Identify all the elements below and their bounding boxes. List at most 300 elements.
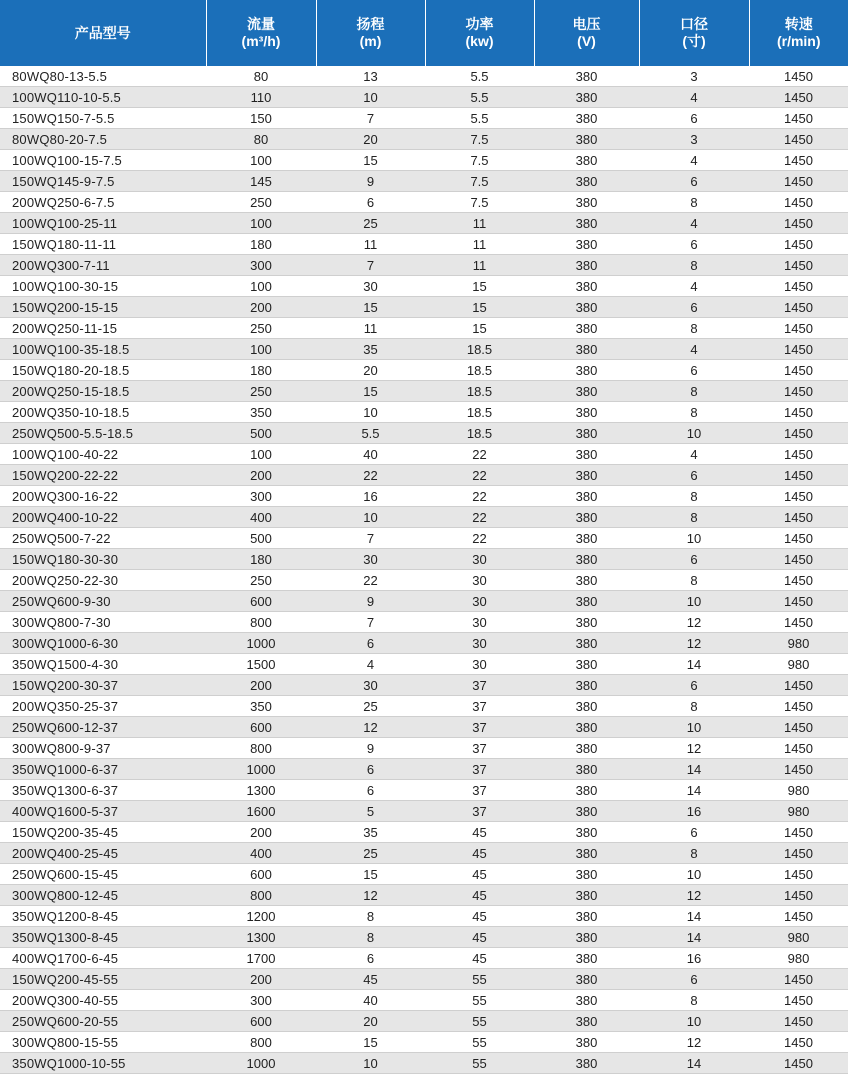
cell-voltage: 380 [534, 906, 639, 927]
cell-model: 100WQ100-15-7.5 [0, 150, 206, 171]
cell-head: 16 [316, 486, 425, 507]
table-row [0, 843, 848, 864]
cell-caliber: 6 [639, 549, 749, 570]
cell-caliber: 8 [639, 255, 749, 276]
cell-speed: 1450 [749, 843, 848, 864]
cell-head: 20 [316, 360, 425, 381]
cell-speed: 1450 [749, 213, 848, 234]
cell-caliber: 14 [639, 927, 749, 948]
cell-power: 18.5 [425, 381, 534, 402]
cell-model: 150WQ200-22-22 [0, 465, 206, 486]
cell-head: 9 [316, 171, 425, 192]
cell-head: 15 [316, 1032, 425, 1053]
cell-power: 11 [425, 234, 534, 255]
cell-speed: 1450 [749, 612, 848, 633]
table-row [0, 759, 848, 780]
cell-head: 8 [316, 927, 425, 948]
cell-speed: 1450 [749, 150, 848, 171]
cell-speed: 1450 [749, 444, 848, 465]
header-power: 功率 (kw) [425, 0, 534, 66]
cell-head: 13 [316, 66, 425, 87]
cell-caliber: 4 [639, 276, 749, 297]
cell-model: 200WQ250-11-15 [0, 318, 206, 339]
cell-voltage: 380 [534, 633, 639, 654]
cell-head: 4 [316, 654, 425, 675]
cell-power: 22 [425, 444, 534, 465]
cell-speed: 1450 [749, 1032, 848, 1053]
cell-head: 25 [316, 213, 425, 234]
table-row [0, 87, 848, 108]
cell-flow: 1600 [206, 801, 316, 822]
cell-speed: 1450 [749, 759, 848, 780]
cell-voltage: 380 [534, 108, 639, 129]
cell-speed: 1450 [749, 675, 848, 696]
table-row [0, 696, 848, 717]
cell-head: 7 [316, 255, 425, 276]
cell-voltage: 380 [534, 507, 639, 528]
cell-model: 250WQ600-12-37 [0, 717, 206, 738]
cell-flow: 1200 [206, 906, 316, 927]
cell-head: 6 [316, 192, 425, 213]
cell-caliber: 6 [639, 360, 749, 381]
table-row [0, 969, 848, 990]
cell-caliber: 4 [639, 213, 749, 234]
table-row [0, 255, 848, 276]
cell-flow: 1700 [206, 948, 316, 969]
cell-speed: 1450 [749, 990, 848, 1011]
cell-power: 18.5 [425, 423, 534, 444]
cell-voltage: 380 [534, 129, 639, 150]
cell-flow: 250 [206, 381, 316, 402]
cell-model: 350WQ1300-8-45 [0, 927, 206, 948]
cell-speed: 1450 [749, 696, 848, 717]
cell-flow: 100 [206, 213, 316, 234]
cell-speed: 1450 [749, 738, 848, 759]
cell-model: 200WQ300-40-55 [0, 990, 206, 1011]
table-row [0, 1053, 848, 1074]
cell-flow: 100 [206, 276, 316, 297]
cell-flow: 80 [206, 66, 316, 87]
table-row [0, 171, 848, 192]
cell-flow: 1300 [206, 780, 316, 801]
cell-caliber: 4 [639, 444, 749, 465]
cell-speed: 1450 [749, 255, 848, 276]
cell-voltage: 380 [534, 1053, 639, 1074]
table-row [0, 906, 848, 927]
table-row [0, 654, 848, 675]
cell-speed: 980 [749, 948, 848, 969]
cell-speed: 1450 [749, 906, 848, 927]
cell-power: 37 [425, 675, 534, 696]
cell-flow: 145 [206, 171, 316, 192]
table-row [0, 234, 848, 255]
cell-head: 6 [316, 633, 425, 654]
cell-voltage: 380 [534, 1011, 639, 1032]
cell-flow: 1500 [206, 654, 316, 675]
cell-speed: 1450 [749, 969, 848, 990]
cell-voltage: 380 [534, 213, 639, 234]
cell-head: 40 [316, 444, 425, 465]
table-row [0, 276, 848, 297]
cell-flow: 180 [206, 549, 316, 570]
cell-flow: 600 [206, 1011, 316, 1032]
table-row [0, 339, 848, 360]
cell-voltage: 380 [534, 717, 639, 738]
cell-power: 15 [425, 297, 534, 318]
cell-speed: 980 [749, 654, 848, 675]
cell-speed: 1450 [749, 465, 848, 486]
cell-flow: 250 [206, 192, 316, 213]
cell-flow: 800 [206, 612, 316, 633]
cell-flow: 600 [206, 591, 316, 612]
cell-flow: 1300 [206, 927, 316, 948]
cell-speed: 980 [749, 801, 848, 822]
cell-head: 30 [316, 549, 425, 570]
cell-caliber: 6 [639, 234, 749, 255]
table-header [0, 0, 848, 66]
cell-voltage: 380 [534, 339, 639, 360]
cell-power: 45 [425, 948, 534, 969]
cell-head: 45 [316, 969, 425, 990]
cell-speed: 1450 [749, 591, 848, 612]
header-speed: 转速 (r/min) [749, 0, 848, 66]
cell-head: 25 [316, 696, 425, 717]
cell-head: 35 [316, 339, 425, 360]
cell-power: 18.5 [425, 402, 534, 423]
cell-voltage: 380 [534, 927, 639, 948]
cell-power: 22 [425, 465, 534, 486]
cell-voltage: 380 [534, 360, 639, 381]
cell-voltage: 380 [534, 612, 639, 633]
cell-caliber: 14 [639, 654, 749, 675]
table-row [0, 108, 848, 129]
cell-head: 6 [316, 948, 425, 969]
table-row [0, 402, 848, 423]
cell-voltage: 380 [534, 465, 639, 486]
cell-power: 45 [425, 822, 534, 843]
table-row [0, 213, 848, 234]
cell-voltage: 380 [534, 990, 639, 1011]
cell-voltage: 380 [534, 486, 639, 507]
cell-speed: 1450 [749, 276, 848, 297]
cell-caliber: 6 [639, 171, 749, 192]
cell-head: 15 [316, 381, 425, 402]
cell-power: 15 [425, 318, 534, 339]
cell-model: 350WQ1200-8-45 [0, 906, 206, 927]
cell-model: 400WQ1700-6-45 [0, 948, 206, 969]
table-row [0, 486, 848, 507]
cell-caliber: 10 [639, 591, 749, 612]
cell-voltage: 380 [534, 444, 639, 465]
cell-model: 350WQ1300-6-37 [0, 780, 206, 801]
cell-speed: 1450 [749, 297, 848, 318]
cell-flow: 300 [206, 990, 316, 1011]
table-row [0, 528, 848, 549]
cell-voltage: 380 [534, 528, 639, 549]
cell-model: 250WQ600-15-45 [0, 864, 206, 885]
cell-flow: 200 [206, 465, 316, 486]
cell-model: 100WQ100-25-11 [0, 213, 206, 234]
cell-power: 45 [425, 864, 534, 885]
cell-speed: 1450 [749, 1053, 848, 1074]
cell-speed: 1450 [749, 318, 848, 339]
cell-voltage: 380 [534, 192, 639, 213]
table-row [0, 318, 848, 339]
cell-head: 6 [316, 780, 425, 801]
cell-power: 37 [425, 780, 534, 801]
cell-model: 300WQ800-9-37 [0, 738, 206, 759]
cell-model: 300WQ800-12-45 [0, 885, 206, 906]
cell-flow: 180 [206, 234, 316, 255]
cell-model: 250WQ600-9-30 [0, 591, 206, 612]
cell-head: 7 [316, 528, 425, 549]
cell-flow: 100 [206, 150, 316, 171]
cell-model: 250WQ600-20-55 [0, 1011, 206, 1032]
cell-head: 12 [316, 717, 425, 738]
cell-caliber: 8 [639, 990, 749, 1011]
header-head: 扬程 (m) [316, 0, 425, 66]
cell-speed: 980 [749, 927, 848, 948]
cell-model: 200WQ350-25-37 [0, 696, 206, 717]
cell-power: 45 [425, 885, 534, 906]
cell-head: 25 [316, 843, 425, 864]
cell-power: 22 [425, 507, 534, 528]
cell-caliber: 3 [639, 66, 749, 87]
cell-caliber: 8 [639, 507, 749, 528]
table-body [0, 66, 848, 1074]
cell-caliber: 10 [639, 717, 749, 738]
cell-flow: 80 [206, 129, 316, 150]
cell-voltage: 380 [534, 318, 639, 339]
cell-head: 11 [316, 234, 425, 255]
cell-model: 80WQ80-20-7.5 [0, 129, 206, 150]
cell-caliber: 6 [639, 297, 749, 318]
cell-head: 6 [316, 759, 425, 780]
cell-caliber: 8 [639, 192, 749, 213]
cell-model: 350WQ1000-10-55 [0, 1053, 206, 1074]
cell-flow: 200 [206, 822, 316, 843]
cell-caliber: 8 [639, 318, 749, 339]
cell-head: 10 [316, 402, 425, 423]
cell-power: 30 [425, 570, 534, 591]
cell-head: 22 [316, 570, 425, 591]
cell-flow: 250 [206, 318, 316, 339]
cell-power: 30 [425, 654, 534, 675]
cell-power: 37 [425, 801, 534, 822]
cell-head: 12 [316, 885, 425, 906]
cell-model: 150WQ180-20-18.5 [0, 360, 206, 381]
cell-speed: 1450 [749, 528, 848, 549]
cell-flow: 1000 [206, 633, 316, 654]
cell-head: 8 [316, 906, 425, 927]
cell-speed: 1450 [749, 423, 848, 444]
cell-voltage: 380 [534, 780, 639, 801]
cell-head: 35 [316, 822, 425, 843]
cell-power: 7.5 [425, 129, 534, 150]
cell-model: 200WQ400-25-45 [0, 843, 206, 864]
cell-caliber: 4 [639, 150, 749, 171]
table-row [0, 66, 848, 87]
cell-caliber: 12 [639, 738, 749, 759]
cell-speed: 1450 [749, 360, 848, 381]
cell-head: 30 [316, 276, 425, 297]
table-row [0, 297, 848, 318]
cell-power: 55 [425, 1053, 534, 1074]
cell-power: 55 [425, 990, 534, 1011]
cell-voltage: 380 [534, 696, 639, 717]
cell-head: 10 [316, 87, 425, 108]
cell-caliber: 6 [639, 822, 749, 843]
cell-model: 200WQ250-6-7.5 [0, 192, 206, 213]
cell-model: 100WQ100-30-15 [0, 276, 206, 297]
cell-flow: 150 [206, 108, 316, 129]
cell-speed: 1450 [749, 66, 848, 87]
cell-caliber: 8 [639, 843, 749, 864]
cell-caliber: 4 [639, 87, 749, 108]
cell-voltage: 380 [534, 591, 639, 612]
cell-voltage: 380 [534, 549, 639, 570]
cell-power: 7.5 [425, 171, 534, 192]
cell-voltage: 380 [534, 297, 639, 318]
cell-voltage: 380 [534, 1032, 639, 1053]
cell-flow: 600 [206, 864, 316, 885]
cell-model: 200WQ400-10-22 [0, 507, 206, 528]
cell-power: 37 [425, 696, 534, 717]
cell-speed: 1450 [749, 1011, 848, 1032]
cell-head: 15 [316, 864, 425, 885]
cell-power: 11 [425, 255, 534, 276]
table-row [0, 801, 848, 822]
cell-head: 10 [316, 507, 425, 528]
cell-speed: 1450 [749, 234, 848, 255]
cell-caliber: 10 [639, 528, 749, 549]
cell-caliber: 12 [639, 633, 749, 654]
cell-flow: 300 [206, 486, 316, 507]
cell-flow: 400 [206, 843, 316, 864]
cell-head: 5 [316, 801, 425, 822]
table-row [0, 864, 848, 885]
cell-head: 11 [316, 318, 425, 339]
cell-voltage: 380 [534, 759, 639, 780]
cell-head: 40 [316, 990, 425, 1011]
cell-caliber: 14 [639, 780, 749, 801]
cell-speed: 1450 [749, 570, 848, 591]
cell-flow: 800 [206, 738, 316, 759]
table-row [0, 612, 848, 633]
cell-caliber: 6 [639, 675, 749, 696]
header-flow: 流量 (m³/h) [206, 0, 316, 66]
cell-power: 30 [425, 633, 534, 654]
cell-voltage: 380 [534, 570, 639, 591]
table-row [0, 129, 848, 150]
cell-power: 45 [425, 906, 534, 927]
cell-caliber: 8 [639, 381, 749, 402]
cell-power: 7.5 [425, 150, 534, 171]
cell-model: 150WQ145-9-7.5 [0, 171, 206, 192]
cell-power: 5.5 [425, 87, 534, 108]
cell-flow: 200 [206, 675, 316, 696]
cell-model: 150WQ200-15-15 [0, 297, 206, 318]
cell-power: 22 [425, 528, 534, 549]
cell-flow: 100 [206, 339, 316, 360]
cell-flow: 600 [206, 717, 316, 738]
cell-model: 350WQ1500-4-30 [0, 654, 206, 675]
cell-model: 300WQ1000-6-30 [0, 633, 206, 654]
table-row [0, 465, 848, 486]
cell-power: 55 [425, 1011, 534, 1032]
cell-voltage: 380 [534, 87, 639, 108]
cell-model: 300WQ800-15-55 [0, 1032, 206, 1053]
table-row [0, 948, 848, 969]
cell-model: 200WQ250-22-30 [0, 570, 206, 591]
cell-speed: 1450 [749, 507, 848, 528]
cell-speed: 1450 [749, 192, 848, 213]
cell-model: 200WQ250-15-18.5 [0, 381, 206, 402]
cell-power: 5.5 [425, 66, 534, 87]
table-row [0, 150, 848, 171]
table-row [0, 570, 848, 591]
cell-caliber: 6 [639, 108, 749, 129]
table-row [0, 990, 848, 1011]
cell-voltage: 380 [534, 864, 639, 885]
cell-flow: 800 [206, 1032, 316, 1053]
cell-model: 250WQ500-7-22 [0, 528, 206, 549]
cell-model: 350WQ1000-6-37 [0, 759, 206, 780]
cell-power: 22 [425, 486, 534, 507]
cell-head: 20 [316, 129, 425, 150]
cell-model: 80WQ80-13-5.5 [0, 66, 206, 87]
cell-head: 30 [316, 675, 425, 696]
cell-caliber: 3 [639, 129, 749, 150]
table-row [0, 507, 848, 528]
table-row [0, 738, 848, 759]
cell-voltage: 380 [534, 822, 639, 843]
cell-speed: 1450 [749, 87, 848, 108]
cell-flow: 1000 [206, 1053, 316, 1074]
table-row [0, 360, 848, 381]
cell-voltage: 380 [534, 948, 639, 969]
cell-model: 200WQ350-10-18.5 [0, 402, 206, 423]
cell-head: 22 [316, 465, 425, 486]
cell-voltage: 380 [534, 234, 639, 255]
header-row [0, 0, 848, 66]
cell-speed: 1450 [749, 717, 848, 738]
cell-power: 45 [425, 843, 534, 864]
cell-caliber: 16 [639, 948, 749, 969]
cell-power: 7.5 [425, 192, 534, 213]
header-model: 产品型号 [0, 0, 206, 66]
cell-voltage: 380 [534, 738, 639, 759]
cell-model: 150WQ180-30-30 [0, 549, 206, 570]
cell-caliber: 4 [639, 339, 749, 360]
cell-caliber: 10 [639, 423, 749, 444]
table-row [0, 717, 848, 738]
cell-head: 15 [316, 297, 425, 318]
cell-voltage: 380 [534, 402, 639, 423]
table-row [0, 885, 848, 906]
cell-voltage: 380 [534, 654, 639, 675]
cell-flow: 250 [206, 570, 316, 591]
cell-caliber: 8 [639, 486, 749, 507]
table-row [0, 549, 848, 570]
header-voltage: 电压 (V) [534, 0, 639, 66]
cell-voltage: 380 [534, 171, 639, 192]
cell-head: 7 [316, 612, 425, 633]
cell-speed: 980 [749, 633, 848, 654]
cell-speed: 1450 [749, 402, 848, 423]
cell-model: 150WQ150-7-5.5 [0, 108, 206, 129]
cell-flow: 180 [206, 360, 316, 381]
